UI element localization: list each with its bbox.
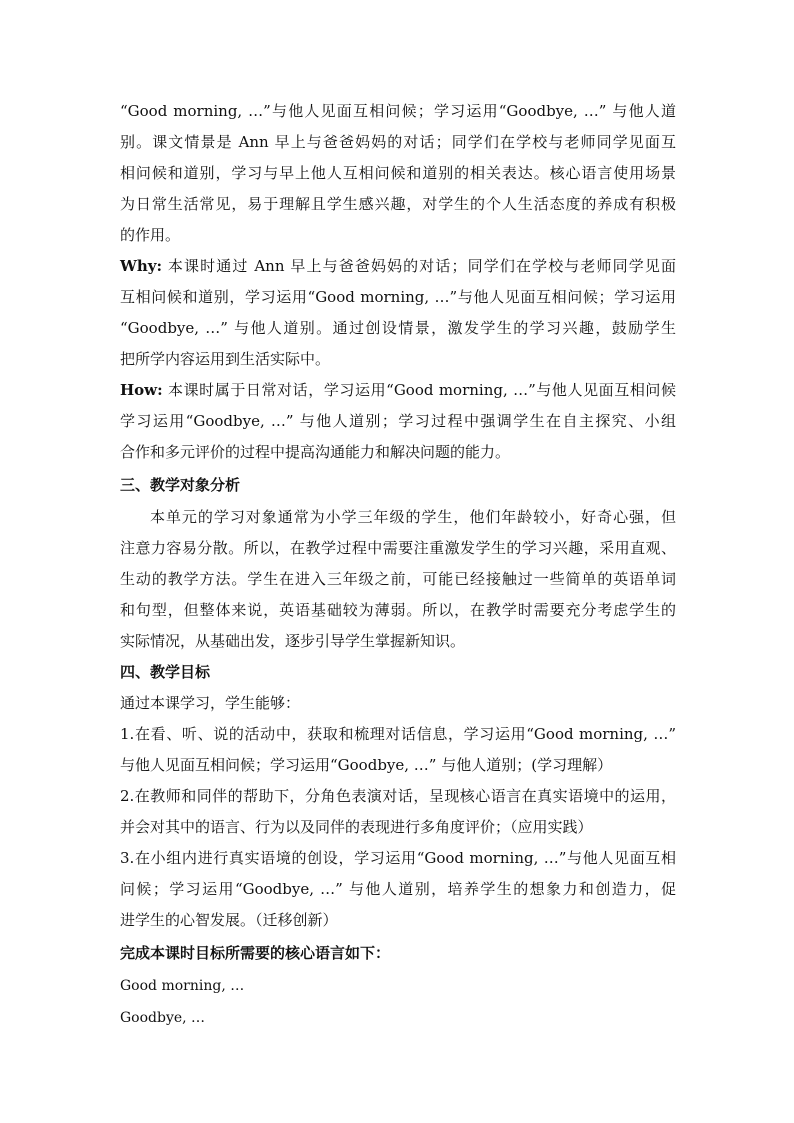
why-line-3: “Goodbye, …” 与他人道别。通过创设情景，激发学生的学习兴趣，鼓励学生 — [120, 319, 676, 337]
objective-3-line-1: 3.在小组内进行真实语境的创设，学习运用“Good morning, …”与他人见面互相 — [120, 849, 676, 867]
objective-1-line-2: 与他人见面互相问候；学习运用“Goodbye, …” 与他人道别；(学习理解） — [120, 756, 613, 774]
section-3-line-4: 和句型，但整体来说，英语基础较为薄弱。所以，在教学时需要充分考虑学生的 — [120, 601, 676, 619]
why-paragraph-line-1 — [120, 256, 676, 278]
section-3-heading: 三、教学对象分析 — [120, 476, 241, 494]
how-label: How: — [120, 381, 163, 399]
section-3-line-5: 实际情况，从基础出发，逐步引导学生掌握新知识。 — [120, 632, 466, 650]
objective-1-line-1: 1.在看、听、说的活动中，获取和梳理对话信息，学习运用“Good morning, …” — [120, 725, 676, 743]
section-3-line-1: 本单元的学习对象通常为小学三年级的学生，他们年龄较小，好奇心强，但 — [150, 508, 676, 526]
intro-line-2: 别。课文情景是 Ann 早上与爸爸妈妈的对话；同学们在学校与老师同学见面互 — [120, 133, 676, 151]
how-line-3: 合作和多元评价的过程中提高沟通能力和解决问题的能力。 — [120, 443, 511, 461]
section-3-line-2: 注意力容易分散。所以，在教学过程中需要注重激发学生的学习兴趣，采用直观、 — [120, 539, 676, 557]
intro-line-3: 相问候和道别，学习与早上他人互相问候和道别的相关表达。核心语言使用场景 — [120, 164, 676, 182]
core-language-item-1: Good morning, … — [120, 978, 245, 994]
why-line-4: 把所学内容运用到生活实际中。 — [120, 350, 331, 368]
objective-2-line-1: 2.在教师和同伴的帮助下，分角色表演对话，呈现核心语言在真实语境中的运用， — [120, 787, 676, 805]
why-line-2: 互相问候和道别，学习运用“Good morning, …”与他人见面互相问候；学习运用 — [120, 288, 676, 306]
core-language-item-2: Goodbye, … — [120, 1010, 206, 1026]
section-4-intro: 通过本课学习，学生能够： — [120, 694, 301, 712]
how-line-1: 本课时属于日常对话，学习运用“Good morning, …”与他人见面互相问候 — [168, 381, 676, 399]
why-line-1: 本课时通过 Ann 早上与爸爸妈妈的对话；同学们在学校与老师同学见面 — [167, 257, 676, 275]
intro-line-1: “Good morning, …”与他人见面互相问候；学习运用“Goodbye, …” 与他人道 — [120, 102, 676, 120]
objective-2-line-2: 并会对其中的语言、行为以及同伴的表现进行多角度评价；（应用实践） — [120, 818, 593, 836]
intro-line-5: 的作用。 — [120, 226, 181, 244]
section-4-heading: 四、教学目标 — [120, 663, 211, 681]
core-language-heading: 完成本课时目标所需要的核心语言如下： — [120, 944, 391, 962]
why-label: Why: — [120, 257, 163, 275]
how-line-2: 学习运用“Goodbye, …” 与他人道别；学习过程中强调学生在自主探究、小组 — [120, 412, 676, 430]
how-paragraph-line-1 — [120, 380, 676, 402]
intro-line-4: 为日常生活常见，易于理解且学生感兴趣，对学生的个人生活态度的养成有积极 — [120, 195, 676, 213]
section-3-line-3: 生动的教学方法。学生在进入三年级之前，可能已经接触过一些简单的英语单词 — [120, 570, 676, 588]
objective-3-line-3: 进学生的心智发展。（迁移创新） — [120, 911, 338, 929]
objective-3-line-2: 问候；学习运用“Goodbye, …” 与他人道别，培养学生的想象力和创造力，促 — [120, 880, 676, 898]
